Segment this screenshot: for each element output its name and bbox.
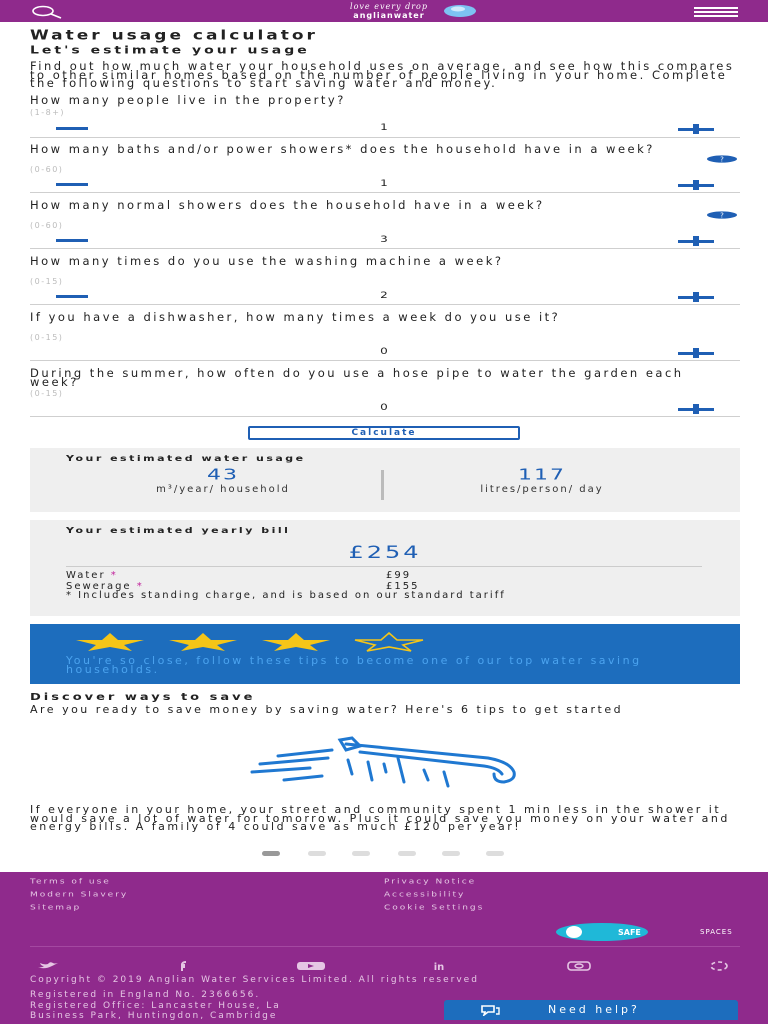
footer-link-cookies[interactable]: Cookie Settings [384,904,485,912]
logo-tagline: love every drop [350,2,428,11]
hamburger-line [694,7,738,9]
facebook-icon[interactable] [176,956,190,966]
chat-icon [480,1004,500,1016]
shower-icon [248,736,528,792]
increment-button[interactable] [678,348,714,358]
asterisk-marker: * [110,570,118,581]
carousel-dot[interactable] [262,851,280,856]
question-range: (1-8+) [30,108,66,117]
svg-text:?: ? [720,155,724,163]
carousel-dot[interactable] [442,851,460,856]
badge-left-text: SAFE [618,928,641,937]
rating-panel [30,624,740,684]
question-value[interactable]: 0 [380,402,390,412]
help-button[interactable] [706,204,738,219]
star-filled-icon [74,632,146,652]
bill-row-water [66,570,702,581]
svg-text:?: ? [720,211,724,219]
question-range: (0-15) [30,277,64,286]
linkedin-icon[interactable] [426,956,452,971]
increment-button[interactable] [678,124,714,134]
question-dishwasher [30,310,740,361]
household-usage-unit: m³/year/ household [156,484,290,495]
usage-card [30,448,740,512]
usage-title: Your estimated water usage [66,454,306,464]
question-people [30,93,740,138]
question-mark-icon [706,211,738,219]
question-text: How many times do you use the washing machine a week? [30,254,504,268]
question-value[interactable]: 3 [380,234,390,244]
copyright-text: Copyright © 2019 Anglian Water Services Limited. All rights reserved [30,975,479,985]
water-drop-logo [438,3,478,19]
registered-number: Registered in England No. 2366656. [30,990,261,1000]
hamburger-line [694,11,738,13]
divider [30,360,740,361]
help-button[interactable] [706,148,738,163]
footer-link-sitemap[interactable]: Sitemap [30,904,82,912]
increment-button[interactable] [678,292,714,302]
registered-office-line2: Business Park, Huntingdon, Cambridge [30,1011,278,1021]
increment-button[interactable] [678,236,714,246]
question-range: (0-15) [30,333,64,342]
safe-spaces-logo [554,922,740,942]
bill-row-label: Water [66,570,106,581]
calculate-button[interactable]: Calculate [248,426,520,440]
instagram-icon[interactable] [566,956,592,966]
footer-link-modern-slavery[interactable]: Modern Slavery [30,891,129,899]
question-value[interactable]: 0 [380,346,390,356]
carousel-dot[interactable] [308,851,326,856]
shower-illustration [248,736,528,792]
divider [30,248,740,249]
need-help-button[interactable] [444,1000,738,1020]
flickr-icon[interactable] [706,956,732,966]
rating-message: You're so close, follow these tips to become one of our top water saving households. [66,654,642,676]
question-baths [30,142,740,193]
footer-link-accessibility[interactable]: Accessibility [384,891,466,899]
bill-row-label: Sewerage [66,581,132,592]
divider [30,137,740,138]
person-usage-value: 117 [518,466,566,484]
badge-right-text: SPACES [700,928,733,936]
usage-divider [381,470,384,500]
need-help-label: Need help? [548,1003,640,1016]
question-mark-icon [706,155,738,163]
question-text: How many people live in the property? [30,93,346,107]
footer-divider [30,946,740,947]
page-title: Water usage calculator [30,28,318,44]
youtube-icon[interactable] [296,956,326,966]
intro-text: Find out how much water your household uses on average, and see how this compares to other similar homes based on the number of people living in your home. Complete the following questions to start saving water and money. [30,59,735,90]
bill-total: £254 [348,541,422,563]
safe-spaces-badge[interactable] [554,922,740,942]
divider [30,192,740,193]
tip-text: If everyone in your home, your street and community spent 1 min less in the shower it would save a lot of water for tomorrow. Plus it could save you money on your water and energy bills. A family of 4 could save as much £120 per year! [30,803,730,833]
divider [30,416,740,417]
search-button[interactable] [30,4,62,18]
bill-card [30,520,740,616]
bill-row-amount: £155 [386,581,420,592]
divider [30,304,740,305]
question-text: If you have a dishwasher, how many times a week do you use it? [30,310,561,324]
search-icon [30,5,62,19]
question-text: How many baths and/or power showers* does the household have in a week? [30,142,655,156]
increment-button[interactable] [678,404,714,414]
question-range: (0-60) [30,221,64,230]
question-value[interactable]: 1 [380,178,390,188]
person-usage-unit: litres/person/ day [480,484,604,495]
registered-office: Registered Office: Lancaster House, La [30,1001,281,1011]
star-filled-icon [260,632,332,652]
bill-note: * Includes standing charge, and is based on our standard tariff [66,590,506,601]
top-bar [0,0,768,22]
question-range: (0-60) [30,165,64,174]
carousel-pagination [262,851,512,857]
asterisk-marker: * [136,581,144,592]
question-value[interactable]: 2 [380,290,390,300]
star-filled-icon [167,632,239,652]
increment-button[interactable] [678,180,714,190]
logo-brand: anglianwater [353,11,425,20]
question-hose-pipe [30,366,740,417]
carousel-dot[interactable] [352,851,370,856]
svg-text:in: in [433,962,445,971]
question-washing-machine [30,254,740,305]
bill-row-amount: £99 [386,570,412,581]
drop-icon [438,3,478,19]
question-range: (0-15) [30,389,64,398]
menu-button[interactable] [694,7,738,17]
question-text: How many normal showers does the household have in a week? [30,198,545,212]
footer-link-privacy[interactable]: Privacy Notice [384,878,477,886]
bill-title: Your estimated yearly bill [66,526,291,536]
question-text: During the summer, how often do you use a hose pipe to water the garden each week? [30,366,684,389]
hamburger-line [694,15,738,17]
footer-link-terms[interactable]: Terms of use [30,878,111,886]
question-value[interactable]: 1 [380,122,390,132]
star-empty-icon [353,632,425,652]
household-usage-value: 43 [207,466,239,484]
discover-title: Discover ways to save [30,692,256,703]
question-showers [30,198,740,249]
page-subtitle: Let's estimate your usage [30,44,310,57]
discover-text: Are you ready to save money by saving water? Here's 6 tips to get started [30,703,624,716]
bill-divider [66,566,702,567]
carousel-dot[interactable] [398,851,416,856]
twitter-icon[interactable] [36,956,62,966]
carousel-dot[interactable] [486,851,504,856]
